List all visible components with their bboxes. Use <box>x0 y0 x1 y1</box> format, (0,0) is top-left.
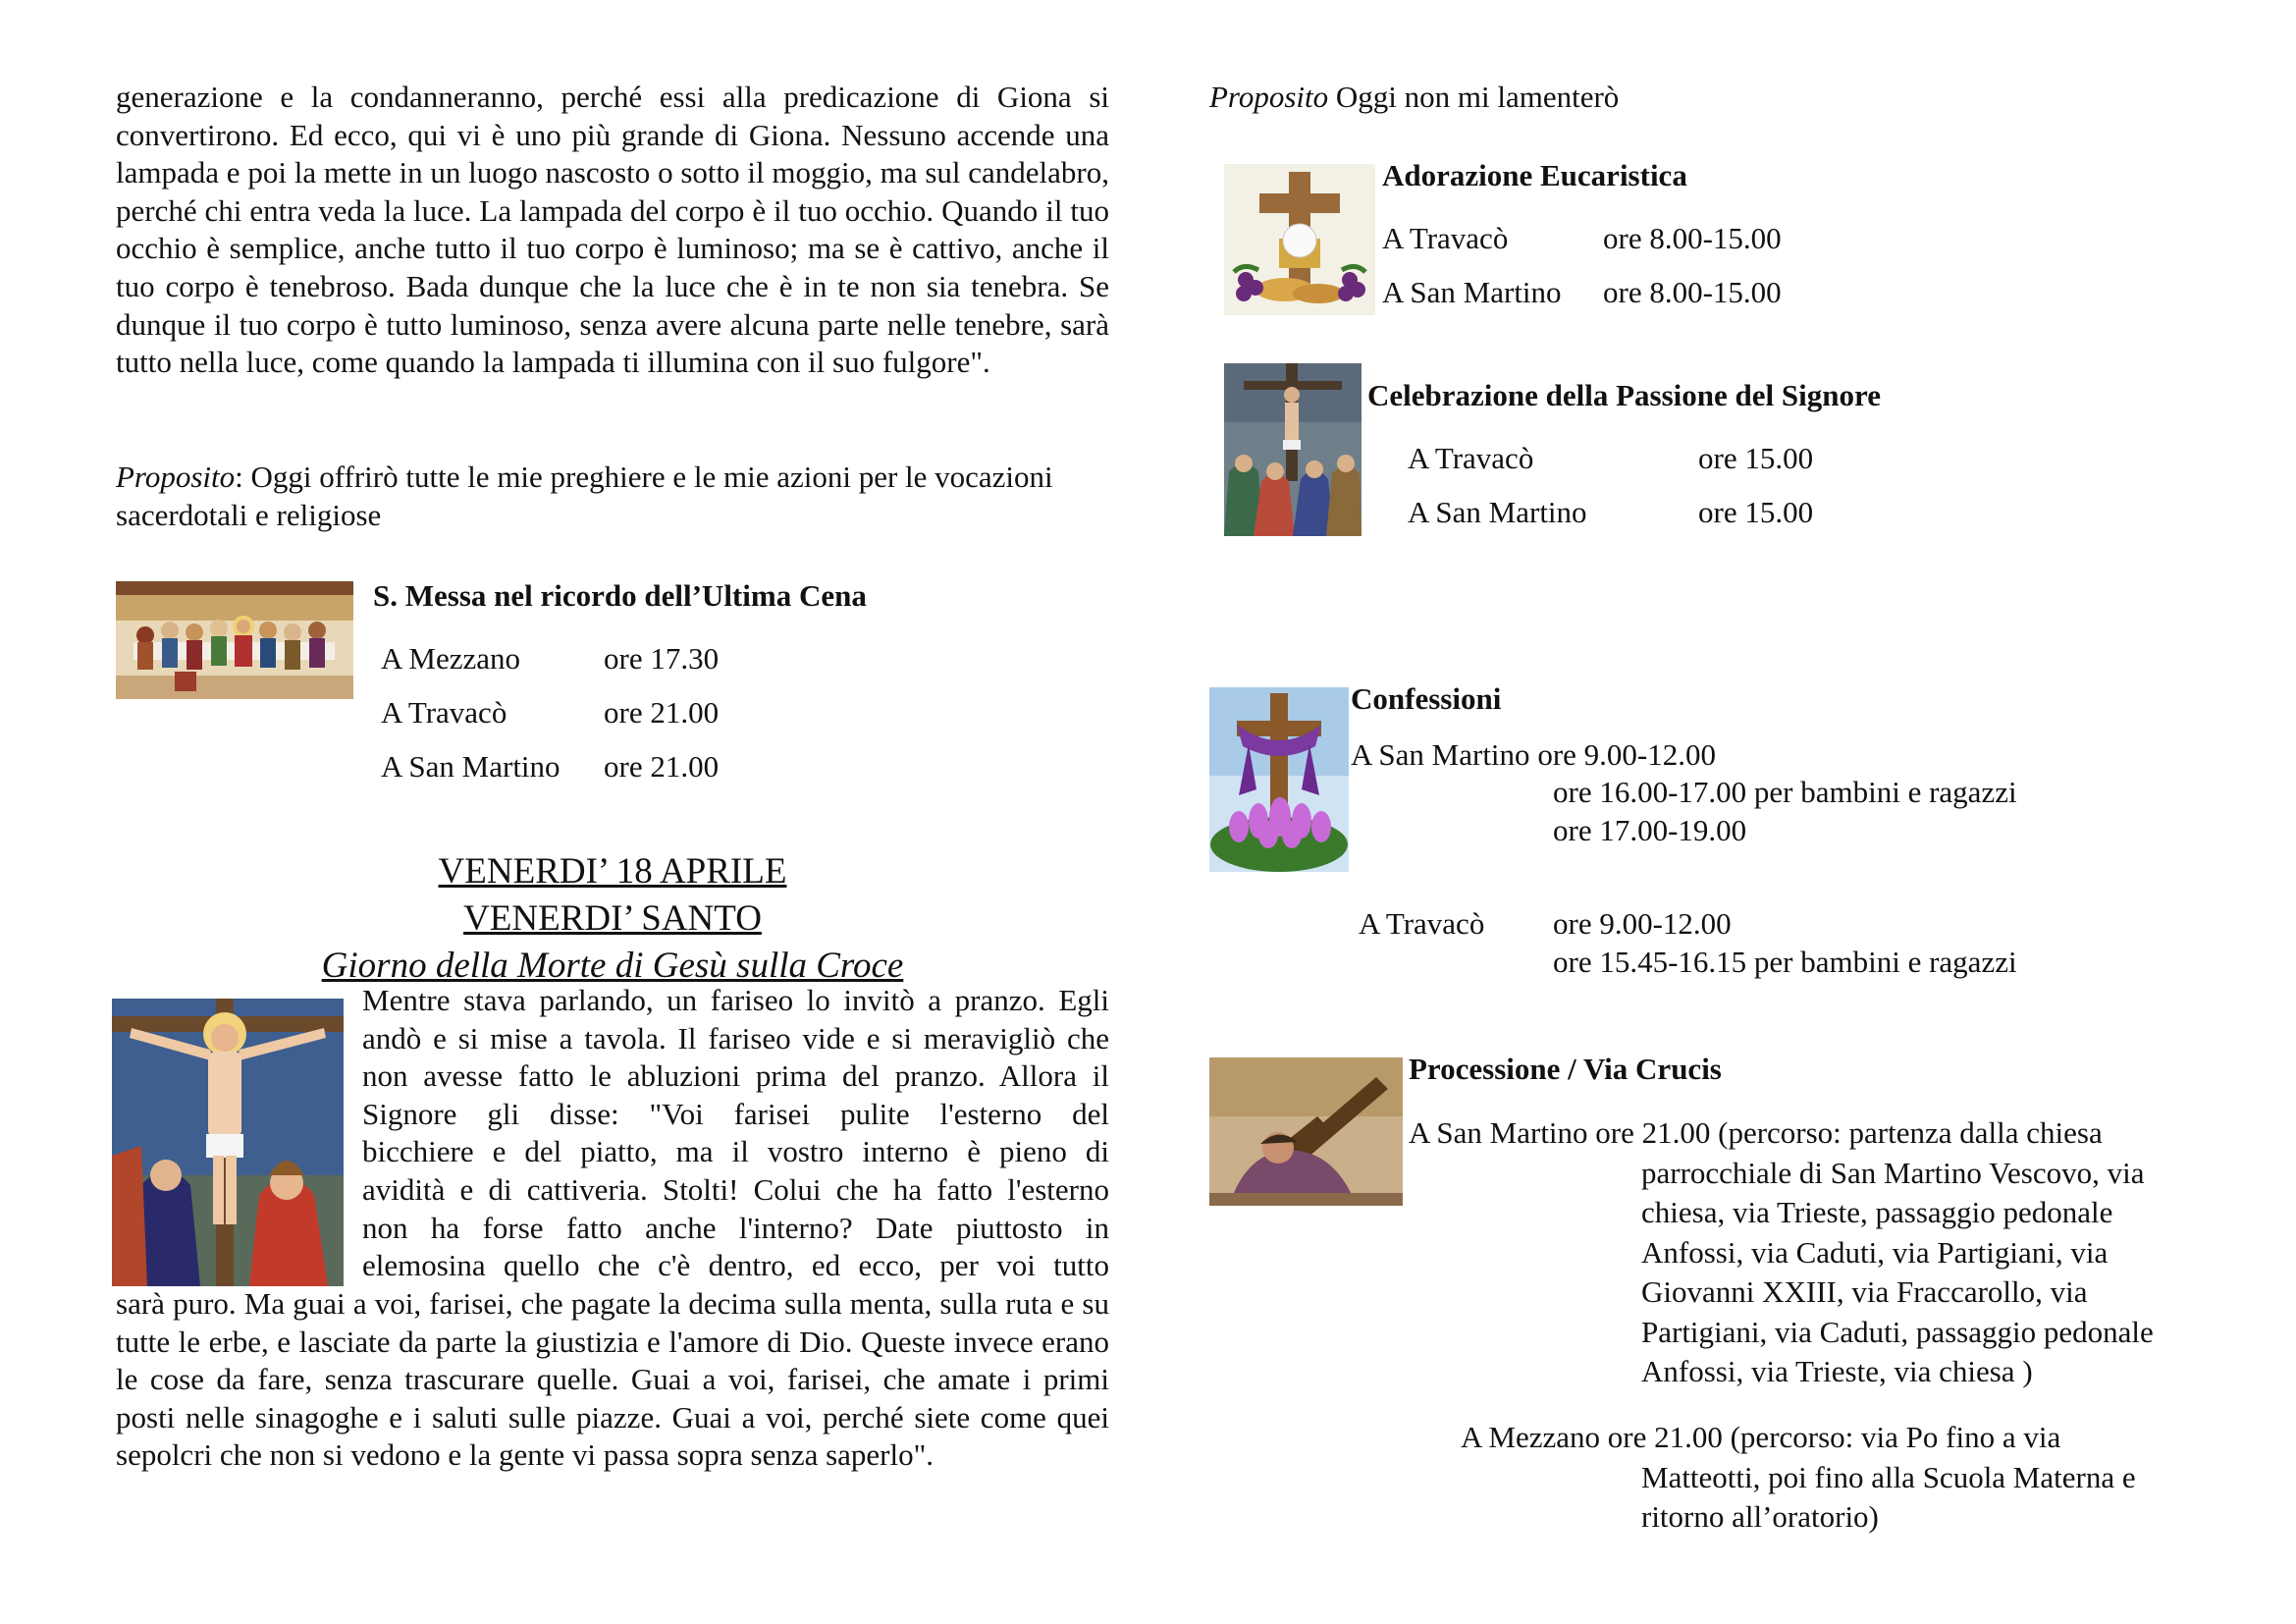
place-label: A Travacò <box>381 695 507 730</box>
opening-paragraph: generazione e la condanneranno, perché essi alla predicazione di Giona si convertirono. Ed ecco, qui vi è uno più grande di Giona. Nessuno accende una lampada e poi la mette in un luogo nascosto o sotto il moggio, ma sul candelabro, perché chi entra veda la luce. La lampada del corpo è il tuo occhio. Quando il tuo occhio è semplice, anche tutto il tuo corpo è luminoso; ma se è cattivo, anche il tuo corpo è tenebroso. Bada dunque che la luce che è in te non sia tenebra. Se dunque il tuo corpo è tutto luminoso, senza avere alcuna parte nelle tenebre, sarà tutto nella luce, come quando la lampada ti illumina con il suo fulgore". <box>116 80 1109 380</box>
confessioni-travaco-times <box>1553 905 2017 981</box>
confessioni-san-martino <box>1351 736 1716 775</box>
time-label: ore 17.30 <box>604 641 720 676</box>
schedule-row <box>381 739 719 793</box>
place-label: A Travacò <box>1382 221 1509 255</box>
route-line: Matteotti, poi fino alla Scuola Materna e <box>1641 1459 2136 1494</box>
processione-san-martino <box>1409 1113 2194 1392</box>
messa-title: S. Messa nel ricordo dell’Ultima Cena <box>373 578 867 613</box>
venerdi-heading <box>116 848 1109 990</box>
time-label: ore 9.00-12.00 <box>1537 737 1716 772</box>
venerdi-name: VENERDI’ SANTO <box>463 898 762 939</box>
route-lines <box>1409 1154 2194 1392</box>
time-label: ore 21.00 <box>604 695 720 730</box>
proposito-label: Proposito <box>1209 80 1329 114</box>
route-line: ritorno all’oratorio) <box>1641 1499 1879 1534</box>
place-label: A San Martino <box>1351 737 1530 772</box>
gospel-line: elemosina quello che c'è dentro, ed ecco, per voi tutto <box>362 1248 1109 1283</box>
passion-scene-image <box>1224 363 1362 536</box>
proposito-text: Oggi non mi lamenterò <box>1328 80 1620 114</box>
crucifixion-image <box>112 999 344 1286</box>
time-label: ore 8.00-15.00 <box>1603 275 1782 309</box>
route-line: chiesa, via Trieste, passaggio pedonale <box>1641 1195 2113 1229</box>
messa-schedule <box>381 631 719 793</box>
passione-title: Celebrazione della Passione del Signore <box>1367 378 1881 412</box>
time-label: ore 9.00-12.00 <box>1553 906 1732 941</box>
route-line: parrocchiale di San Martino Vescovo, via <box>1641 1155 2145 1190</box>
gospel-rest: sarà puro. Ma guai a voi, farisei, che pagate la decima sulla menta, sulla ruta e su tutte le erbe, e lasciate da parte la giustizia e l'amore di Dio. Queste invece erano le cose da fare, senza trascurare quelle. Guai a voi, farisei, che amate i primi posti nelle sinagoghe e i saluti sulle piazze. Guai a voi, perché siete come quei sepolcri che non si vedono e la gente vi passa sopra senza saperlo". <box>116 1286 1109 1473</box>
place-label: A San Martino <box>381 749 561 784</box>
place-label: A Mezzano <box>381 641 521 676</box>
gospel-line: non ha forse fatto anche l'interno? Date piuttosto in <box>362 1210 1109 1245</box>
proposito-right <box>1209 79 1619 117</box>
time-label: ore 17.00-19.00 <box>1553 812 1747 847</box>
route-head: A Mezzano ore 21.00 (percorso: via Po fino a via <box>1461 1420 2061 1454</box>
route-head: A San Martino ore 21.00 (percorso: partenza dalla chiesa <box>1409 1115 2103 1150</box>
jesus-carrying-cross-image <box>1209 1057 1403 1206</box>
proposito-text: : Oggi offrirò tutte le mie preghiere e le mie azioni per le vocazioni sacerdotali e religiose <box>116 460 1053 532</box>
schedule-row <box>1382 211 1782 265</box>
venerdi-date: VENERDI’ 18 APRILE <box>438 851 787 892</box>
time-label: ore 15.00 <box>1698 441 1814 475</box>
gospel-line: andò e si mise a tavola. Il fariseo vide e si meravigliò che <box>362 1020 1109 1056</box>
time-label: ore 15.00 <box>1698 495 1814 529</box>
schedule-row <box>1408 485 1813 539</box>
gospel-line: bicchiere e del piatto, ma il vostro interno è pieno di <box>362 1134 1109 1169</box>
schedule-row <box>1408 431 1813 485</box>
route-line: Anfossi, via Caduti, via Partigiani, via <box>1641 1234 2109 1270</box>
time-label: ore 8.00-15.00 <box>1603 221 1782 255</box>
adorazione-schedule <box>1382 211 1782 319</box>
place-label: A Travacò <box>1359 906 1485 941</box>
confessioni-san-martino-more <box>1553 774 2017 849</box>
time-label: ore 21.00 <box>604 749 720 784</box>
eucharist-cross-image <box>1224 164 1375 315</box>
place-label: A San Martino <box>1382 275 1562 309</box>
time-label: ore 15.45-16.15 per bambini e ragazzi <box>1553 944 2017 979</box>
adorazione-title: Adorazione Eucaristica <box>1382 158 1687 192</box>
route-lines <box>1461 1458 2207 1538</box>
passione-schedule <box>1408 431 1813 539</box>
gospel-line: Mentre stava parlando, un fariseo lo invitò a pranzo. Egli <box>362 983 1109 1017</box>
gospel-wrapped <box>362 982 1109 1285</box>
confessioni-title: Confessioni <box>1351 681 1502 716</box>
schedule-row <box>381 631 719 685</box>
processione-mezzano <box>1461 1418 2207 1538</box>
schedule-row <box>381 685 719 739</box>
proposito-label: Proposito <box>116 460 236 494</box>
time-label: ore 16.00-17.00 per bambini e ragazzi <box>1553 775 2017 809</box>
place-label: A Travacò <box>1408 441 1534 475</box>
schedule-row <box>1382 265 1782 319</box>
cross-with-drape-image <box>1209 687 1349 872</box>
gospel-line: avidità e di cattiveria. Stolti! Colui che ha fatto l'esterno <box>362 1171 1109 1207</box>
route-line: Giovanni XXIII, via Fraccarollo, via <box>1641 1274 2088 1309</box>
processione-title: Processione / Via Crucis <box>1409 1052 1722 1086</box>
place-label: A San Martino <box>1408 495 1587 529</box>
venerdi-subtitle: Giorno della Morte di Gesù sulla Croce <box>321 946 904 986</box>
last-supper-image <box>116 581 353 699</box>
route-line: Partigiani, via Caduti, passaggio pedonale <box>1641 1314 2154 1349</box>
proposito-left <box>116 459 1109 534</box>
route-line: Anfossi, via Trieste, via chiesa ) <box>1641 1354 2033 1388</box>
gospel-line: Signore gli disse: "Voi farisei pulite l'esterno del <box>362 1096 1109 1131</box>
gospel-line: non avesse fatto le abluzioni prima del pranzo. Allora il <box>362 1058 1109 1094</box>
